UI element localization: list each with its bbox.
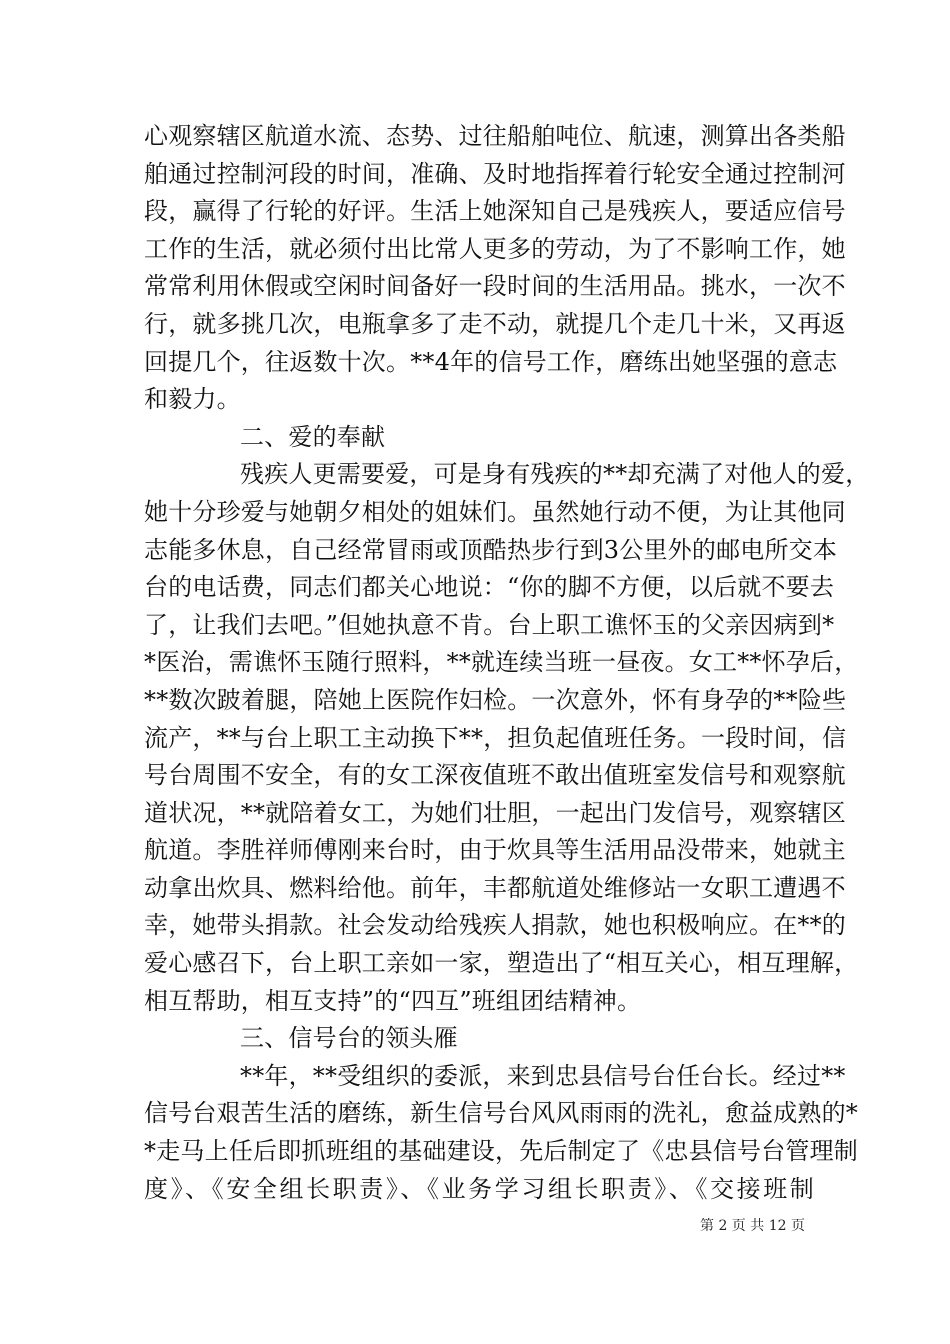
text-line: 信号台艰苦生活的磨练，新生信号台风风雨雨的洗礼，愈益成熟的* [144, 1099, 858, 1128]
text-line: 残疾人更需要爱，可是身有残疾的**却充满了对他人的爱， [240, 460, 870, 489]
text-line: 志能多休息，自己经常冒雨或顶酷热步行到3公里外的邮电所交本 [144, 535, 838, 564]
text-line: 和毅力。 [144, 385, 241, 414]
text-line: 道状况，**就陪着女工，为她们壮胆，一起出门发信号，观察辖区 [144, 798, 846, 827]
text-line: 流产，**与台上职工主动换下**，担负起值班任务。一段时间，信 [144, 723, 847, 752]
document-body [144, 118, 870, 1208]
text-line: 段，赢得了行轮的好评。生活上她深知自己是残疾人，要适应信号 [144, 197, 846, 226]
text-line: 爱心感召下，台上职工亲如一家，塑造出了“相互关心，相互理解， [144, 949, 859, 978]
text-line: *走马上任后即抓班组的基础建设，先后制定了《忠县信号台管理制 [144, 1137, 858, 1166]
section-heading: 二、爱的奉献 [240, 422, 386, 451]
text-line: 号台周围不安全，有的女工深夜值班不敢出值班室发信号和观察航 [144, 761, 846, 790]
text-line: 度》、《安全组长职责》、《业务学习组长职责》、《交接班制 [144, 1174, 814, 1203]
text-line: 行，就多挑几次，电瓶拿多了走不动，就提几个走几十米，又再返 [144, 309, 846, 338]
text-line: 心观察辖区航道水流、态势、过往船舶吨位、航速，测算出各类船 [144, 122, 846, 150]
page-number: 第 2 页 共 12 页 [700, 1218, 805, 1234]
section-heading: 三、信号台的领头雁 [240, 1024, 458, 1053]
text-line: 动拿出炊具、燃料给他。前年，丰都航道处维修站一女职工遭遇不 [144, 873, 846, 902]
text-line: 她十分珍爱与她朝夕相处的姐妹们。虽然她行动不便，为让其他同 [144, 497, 846, 526]
text-line: 舶通过控制河段的时间，准确、及时地指挥着行轮安全通过控制河 [144, 159, 846, 188]
text-line: 了，让我们去吧。”但她执意不肯。台上职工谯怀玉的父亲因病到* [144, 610, 835, 639]
text-line: **数次跛着腿，陪她上医院作妇检。一次意外，怀有身孕的**险些 [144, 685, 847, 714]
text-line: **年，**受组织的委派，来到忠县信号台任台长。经过** [240, 1061, 846, 1090]
text-line: 常常利用休假或空闲时间备好一段时间的生活用品。挑水，一次不 [144, 272, 846, 301]
text-line: 台的电话费，同志们都关心地说：“你的脚不方便，以后就不要去 [144, 573, 835, 602]
text-line: 工作的生活，就必须付出比常人更多的劳动，为了不影响工作，她 [144, 234, 846, 263]
text-line: 幸，她带头捐款。社会发动给残疾人捐款，她也积极响应。在**的 [144, 911, 846, 940]
text-line: 相互帮助，相互支持”的“四互”班组团结精神。 [144, 986, 642, 1015]
text-line: 回提几个，往返数十次。**4年的信号工作，磨练出她坚强的意志 [144, 347, 838, 376]
text-line: 航道。李胜祥师傅刚来台时，由于炊具等生活用品没带来，她就主 [144, 836, 846, 865]
text-line: *医治，需谯怀玉随行照料，**就连续当班一昼夜。女工**怀孕后， [144, 648, 859, 677]
